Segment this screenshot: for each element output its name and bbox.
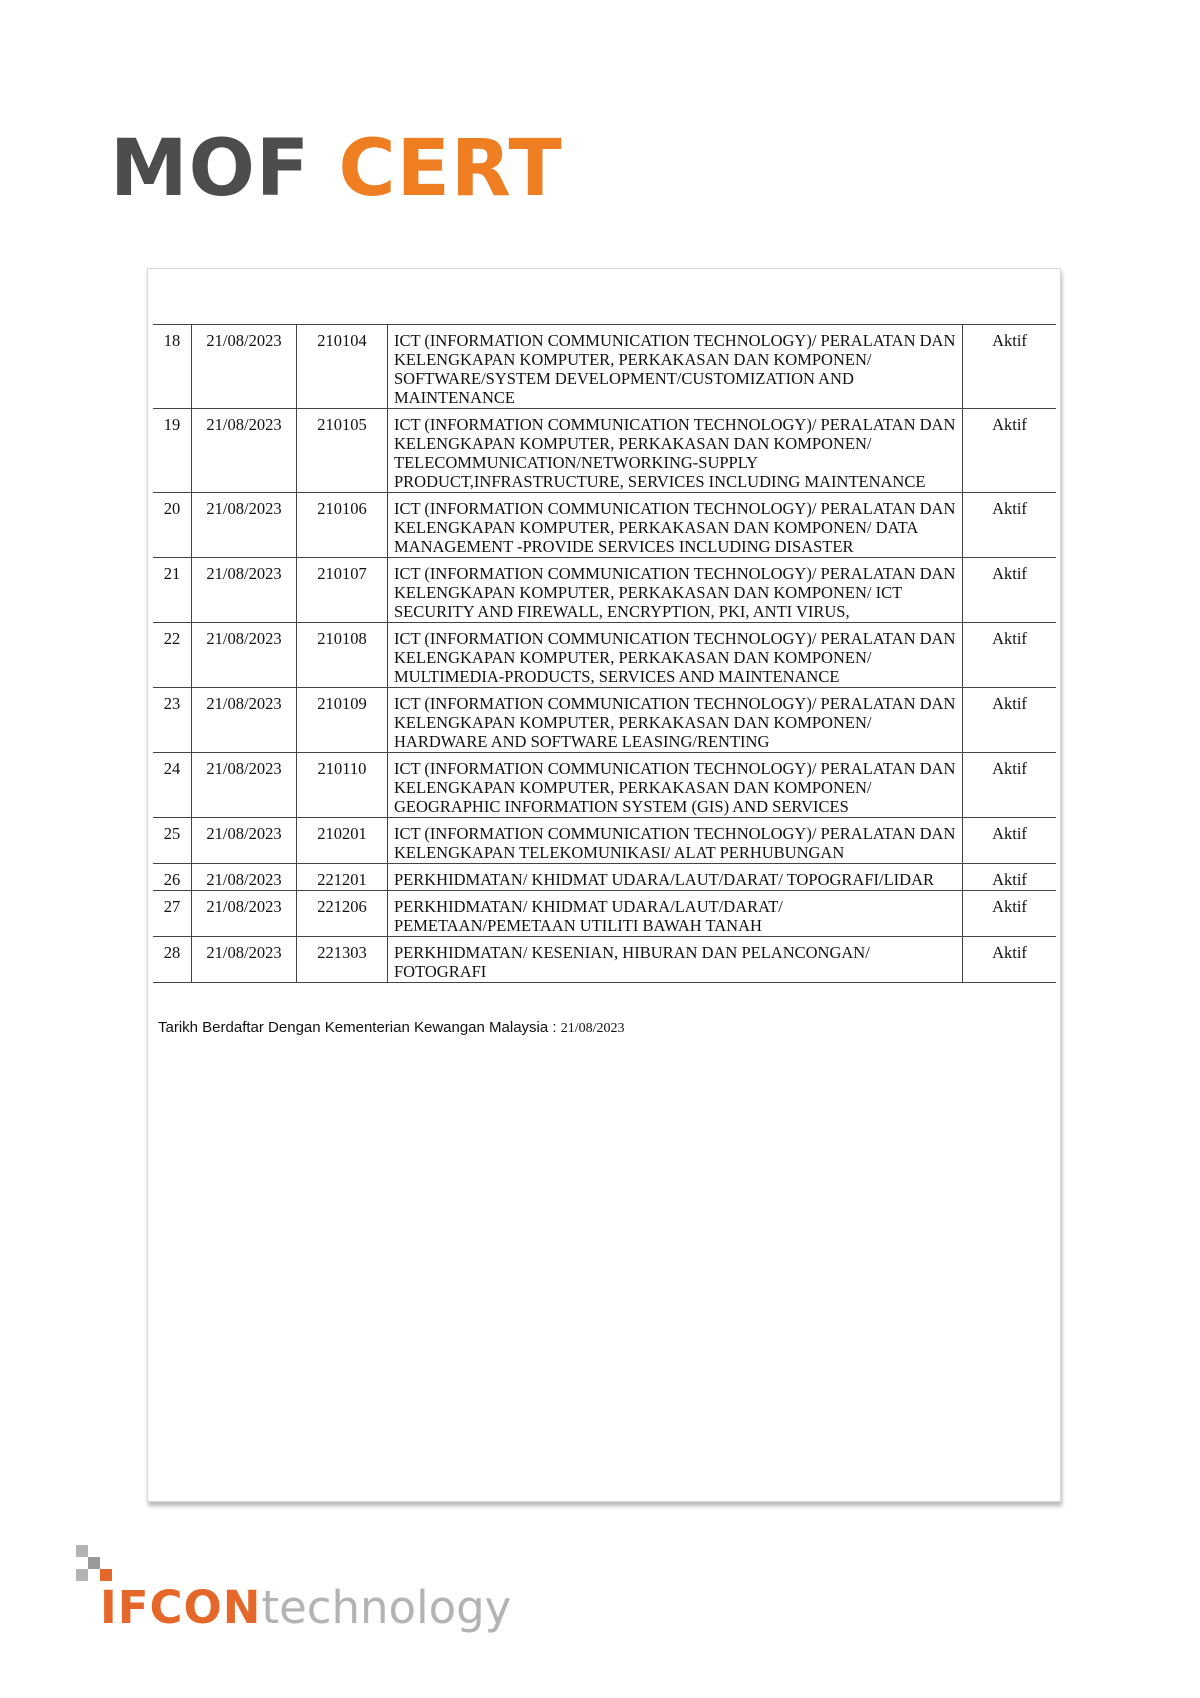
row-description: ICT (INFORMATION COMMUNICATION TECHNOLOGY)/ PERALATAN DAN KELENGKAPAN KOMPUTER, PERKAKASAN DAN KOMPONEN/ MULTIMEDIA-PRODUCTS, SERVICES AND MAINTENANCE (388, 623, 963, 688)
row-date: 21/08/2023 (192, 818, 297, 864)
row-number: 21 (153, 558, 192, 623)
row-status: Aktif (963, 937, 1057, 983)
table-row (153, 325, 1056, 409)
row-code: 210201 (297, 818, 388, 864)
row-number: 19 (153, 409, 192, 493)
row-status: Aktif (963, 409, 1057, 493)
row-code: 221201 (297, 864, 388, 891)
row-description: ICT (INFORMATION COMMUNICATION TECHNOLOGY)/ PERALATAN DAN KELENGKAPAN KOMPUTER, PERKAKASAN DAN KOMPONEN/ HARDWARE AND SOFTWARE LEASING/RENTING (388, 688, 963, 753)
row-status: Aktif (963, 891, 1057, 937)
pixel-square (88, 1557, 100, 1569)
table-row (153, 864, 1056, 891)
row-code: 210104 (297, 325, 388, 409)
row-description: ICT (INFORMATION COMMUNICATION TECHNOLOGY)/ PERALATAN DAN KELENGKAPAN KOMPUTER, PERKAKASAN DAN KOMPONEN/ ICT SECURITY AND FIREWALL, ENCRYPTION, PKI, ANTI VIRUS, (388, 558, 963, 623)
row-status: Aktif (963, 818, 1057, 864)
row-code: 210108 (297, 623, 388, 688)
row-date: 21/08/2023 (192, 623, 297, 688)
row-description: PERKHIDMATAN/ KHIDMAT UDARA/LAUT/DARAT/ PEMETAAN/PEMETAAN UTILITI BAWAH TANAH (388, 891, 963, 937)
pixel-squares-icon (76, 1545, 88, 1557)
row-date: 21/08/2023 (192, 688, 297, 753)
row-description: PERKHIDMATAN/ KHIDMAT UDARA/LAUT/DARAT/ TOPOGRAFI/LIDAR (388, 864, 963, 891)
row-number: 25 (153, 818, 192, 864)
row-description: ICT (INFORMATION COMMUNICATION TECHNOLOGY)/ PERALATAN DAN KELENGKAPAN KOMPUTER, PERKAKASAN DAN KOMPONEN/ GEOGRAPHIC INFORMATION SYSTEM (GIS) AND SERVICES (388, 753, 963, 818)
row-date: 21/08/2023 (192, 753, 297, 818)
table-row (153, 623, 1056, 688)
pixel-square (100, 1569, 112, 1581)
row-code: 210106 (297, 493, 388, 558)
row-status: Aktif (963, 688, 1057, 753)
row-number: 20 (153, 493, 192, 558)
page-title (110, 124, 563, 214)
row-status: Aktif (963, 623, 1057, 688)
row-date: 21/08/2023 (192, 409, 297, 493)
row-description: ICT (INFORMATION COMMUNICATION TECHNOLOGY)/ PERALATAN DAN KELENGKAPAN KOMPUTER, PERKAKASAN DAN KOMPONEN/ TELECOMMUNICATION/NETWORKING-SUPPLY PRODUCT,INFRASTRUCTURE, SERVICES INCLUDING MAINTENANCE (388, 409, 963, 493)
row-code: 210110 (297, 753, 388, 818)
row-description: ICT (INFORMATION COMMUNICATION TECHNOLOGY)/ PERALATAN DAN KELENGKAPAN KOMPUTER, PERKAKASAN DAN KOMPONEN/ SOFTWARE/SYSTEM DEVELOPMENT/CUSTOMIZATION AND MAINTENANCE (388, 325, 963, 409)
row-date: 21/08/2023 (192, 493, 297, 558)
row-status: Aktif (963, 864, 1057, 891)
row-number: 26 (153, 864, 192, 891)
row-status: Aktif (963, 493, 1057, 558)
title-mof: MOF (110, 124, 311, 214)
table-row (153, 688, 1056, 753)
row-status: Aktif (963, 558, 1057, 623)
row-number: 27 (153, 891, 192, 937)
registration-date-value: 21/08/2023 (560, 1021, 625, 1036)
row-date: 21/08/2023 (192, 864, 297, 891)
row-code: 210107 (297, 558, 388, 623)
row-description: PERKHIDMATAN/ KESENIAN, HIBURAN DAN PELANCONGAN/ FOTOGRAFI (388, 937, 963, 983)
registration-date-line (158, 1019, 625, 1037)
table-row (153, 409, 1056, 493)
registration-table (153, 324, 1056, 983)
row-status: Aktif (963, 325, 1057, 409)
row-code: 221206 (297, 891, 388, 937)
registration-date-label: Tarikh Berdaftar Dengan Kementerian Kewangan Malaysia : (158, 1019, 561, 1036)
table-row (153, 558, 1056, 623)
ifcon-logo (76, 1545, 596, 1655)
table-row (153, 753, 1056, 818)
row-number: 23 (153, 688, 192, 753)
title-cert: CERT (338, 124, 563, 214)
row-date: 21/08/2023 (192, 937, 297, 983)
table-row (153, 818, 1056, 864)
logo-ifcon: IFCON (100, 1581, 262, 1634)
row-description: ICT (INFORMATION COMMUNICATION TECHNOLOGY)/ PERALATAN DAN KELENGKAPAN KOMPUTER, PERKAKASAN DAN KOMPONEN/ DATA MANAGEMENT -PROVIDE SERVICES INCLUDING DISASTER (388, 493, 963, 558)
table-row (153, 891, 1056, 937)
row-number: 18 (153, 325, 192, 409)
row-number: 22 (153, 623, 192, 688)
row-status: Aktif (963, 753, 1057, 818)
row-number: 24 (153, 753, 192, 818)
certificate-page (147, 268, 1061, 1502)
row-date: 21/08/2023 (192, 325, 297, 409)
row-code: 210109 (297, 688, 388, 753)
registration-table-body (153, 325, 1056, 983)
table-row (153, 493, 1056, 558)
table-row (153, 937, 1056, 983)
row-code: 221303 (297, 937, 388, 983)
logo-technology: technology (261, 1581, 512, 1634)
row-date: 21/08/2023 (192, 558, 297, 623)
logo-wordmark (100, 1581, 512, 1634)
row-code: 210105 (297, 409, 388, 493)
row-description: ICT (INFORMATION COMMUNICATION TECHNOLOGY)/ PERALATAN DAN KELENGKAPAN TELEKOMUNIKASI/ ALAT PERHUBUNGAN (388, 818, 963, 864)
row-number: 28 (153, 937, 192, 983)
row-date: 21/08/2023 (192, 891, 297, 937)
pixel-square (76, 1569, 88, 1581)
